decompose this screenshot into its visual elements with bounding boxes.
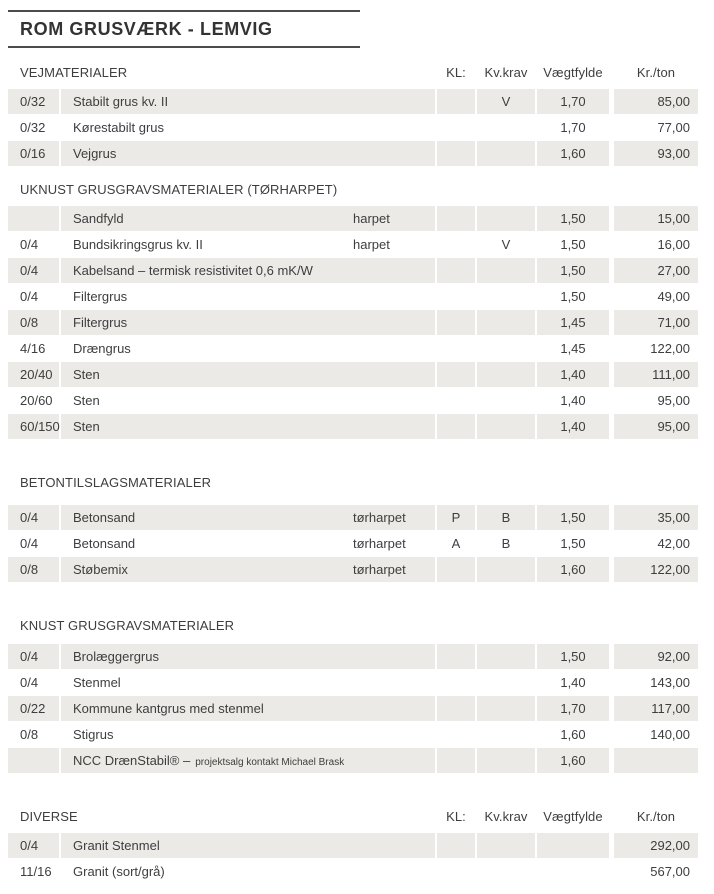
vaegtfylde-cell: 1,40 bbox=[560, 393, 586, 408]
fraction-cell: 0/22 bbox=[8, 696, 59, 721]
price-cell: 95,00 bbox=[614, 414, 698, 439]
price-cell: 122,00 bbox=[614, 557, 698, 582]
kl-cell bbox=[437, 336, 475, 361]
kl-cell bbox=[437, 859, 475, 884]
kl-cell bbox=[437, 722, 475, 747]
price-section bbox=[8, 182, 698, 439]
kvkrav-cell bbox=[477, 414, 535, 439]
table-row bbox=[8, 748, 698, 773]
description-cell bbox=[61, 258, 435, 283]
kvkrav-cell bbox=[477, 362, 535, 387]
fraction-cell: 0/4 bbox=[8, 505, 59, 530]
kl-cell bbox=[437, 748, 475, 773]
section-title: VEJMATERIALER bbox=[20, 65, 128, 80]
kvkrav-cell bbox=[477, 284, 535, 309]
price-cell: 35,00 bbox=[614, 505, 698, 530]
price-cell: 292,00 bbox=[614, 833, 698, 858]
description-cell bbox=[61, 206, 435, 231]
treatment-label: harpet bbox=[353, 237, 390, 252]
section-rows bbox=[8, 89, 698, 166]
price-section bbox=[8, 618, 698, 773]
material-name: Kabelsand – termisk resistivitet 0,6 mK/W bbox=[73, 263, 313, 278]
kl-cell bbox=[437, 310, 475, 335]
description-cell bbox=[61, 362, 435, 387]
kl-cell bbox=[437, 414, 475, 439]
kl-cell bbox=[437, 696, 475, 721]
material-name: Sandfyld bbox=[73, 211, 124, 226]
kl-cell bbox=[437, 141, 475, 166]
kvkrav-cell bbox=[477, 310, 535, 335]
fraction-cell: 0/8 bbox=[20, 727, 39, 742]
section-title: UKNUST GRUSGRAVSMATERIALER (TØRHARPET) bbox=[20, 182, 338, 197]
section-title: DIVERSE bbox=[20, 809, 78, 824]
table-row bbox=[8, 696, 698, 721]
vaegtfylde-cell bbox=[537, 833, 609, 858]
kvkrav-cell bbox=[477, 644, 535, 669]
column-header-krton: Kr./ton bbox=[636, 809, 676, 824]
vaegtfylde-cell: 1,60 bbox=[537, 141, 609, 166]
kvkrav-cell bbox=[477, 258, 535, 283]
material-name: Stabilt grus kv. II bbox=[73, 94, 169, 109]
price-cell: 143,00 bbox=[650, 675, 690, 690]
description-cell bbox=[61, 89, 435, 114]
section-header-row bbox=[8, 809, 698, 825]
section-title: KNUST GRUSGRAVSMATERIALER bbox=[20, 618, 235, 633]
kvkrav-cell: B bbox=[501, 536, 511, 551]
section-header-row bbox=[8, 182, 698, 198]
description-cell bbox=[61, 696, 435, 721]
vaegtfylde-cell: 1,70 bbox=[537, 89, 609, 114]
price-cell: 77,00 bbox=[657, 120, 690, 135]
section-rows bbox=[8, 505, 698, 582]
kvkrav-cell bbox=[477, 859, 535, 884]
kvkrav-cell: V bbox=[501, 237, 511, 252]
kl-cell bbox=[437, 670, 475, 695]
vaegtfylde-cell: 1,60 bbox=[560, 727, 586, 742]
kvkrav-cell bbox=[477, 388, 535, 413]
material-name: Kommune kantgrus med stenmel bbox=[73, 701, 264, 716]
fraction-cell bbox=[8, 748, 59, 773]
price-cell: 111,00 bbox=[614, 362, 698, 387]
treatment-label: tørharpet bbox=[353, 536, 406, 551]
table-row bbox=[8, 722, 698, 747]
price-cell: 92,00 bbox=[614, 644, 698, 669]
column-header-kl: KL: bbox=[446, 809, 466, 824]
section-header-row bbox=[8, 65, 698, 81]
fraction-cell: 20/40 bbox=[8, 362, 59, 387]
table-row bbox=[8, 833, 698, 858]
table-row bbox=[8, 310, 698, 335]
description-cell bbox=[61, 505, 435, 530]
table-row bbox=[8, 89, 698, 114]
kvkrav-cell bbox=[477, 833, 535, 858]
price-section bbox=[8, 65, 698, 166]
kvkrav-cell bbox=[477, 336, 535, 361]
description-cell bbox=[61, 141, 435, 166]
description-cell bbox=[61, 722, 435, 747]
fraction-cell: 0/4 bbox=[8, 833, 59, 858]
vaegtfylde-cell: 1,70 bbox=[537, 696, 609, 721]
fraction-cell bbox=[8, 206, 59, 231]
kvkrav-cell: V bbox=[477, 89, 535, 114]
fraction-cell: 20/60 bbox=[20, 393, 53, 408]
treatment-label: harpet bbox=[353, 211, 390, 226]
price-section bbox=[8, 475, 698, 582]
column-header-vaegtfylde: Vægtfylde bbox=[543, 809, 603, 824]
description-cell bbox=[61, 284, 435, 309]
kvkrav-cell bbox=[477, 206, 535, 231]
material-name: Støbemix bbox=[73, 562, 128, 577]
table-row bbox=[8, 670, 698, 695]
price-cell: 27,00 bbox=[614, 258, 698, 283]
material-name: Sten bbox=[73, 419, 100, 434]
price-cell: 42,00 bbox=[657, 536, 690, 551]
kl-cell bbox=[437, 115, 475, 140]
table-row bbox=[8, 362, 698, 387]
price-cell: 15,00 bbox=[614, 206, 698, 231]
fraction-cell: 0/4 bbox=[20, 237, 39, 252]
kl-cell bbox=[437, 388, 475, 413]
table-row bbox=[8, 531, 698, 556]
fraction-cell: 0/16 bbox=[8, 141, 59, 166]
treatment-label: tørharpet bbox=[353, 562, 406, 577]
kl-cell bbox=[437, 232, 475, 257]
material-name: Filtergrus bbox=[73, 315, 128, 330]
description-cell bbox=[61, 748, 435, 773]
fraction-cell: 0/32 bbox=[8, 89, 59, 114]
vaegtfylde-cell: 1,45 bbox=[560, 341, 586, 356]
material-name: Betonsand bbox=[73, 536, 136, 551]
vaegtfylde-cell: 1,50 bbox=[537, 644, 609, 669]
document-title-block bbox=[8, 10, 360, 48]
table-row bbox=[8, 388, 698, 413]
material-name: Filtergrus bbox=[73, 289, 128, 304]
vaegtfylde-cell: 1,50 bbox=[537, 206, 609, 231]
table-row bbox=[8, 284, 698, 309]
page-title: ROM GRUSVÆRK - LEMVIG bbox=[20, 19, 273, 39]
price-cell bbox=[614, 748, 698, 773]
table-row bbox=[8, 414, 698, 439]
vaegtfylde-cell bbox=[537, 859, 609, 884]
kvkrav-cell bbox=[477, 557, 535, 582]
material-name: Bundsikringsgrus kv. II bbox=[73, 237, 203, 252]
price-cell: 95,00 bbox=[657, 393, 690, 408]
vaegtfylde-cell: 1,45 bbox=[537, 310, 609, 335]
material-name: Betonsand bbox=[73, 510, 136, 525]
material-name: Kørestabilt grus bbox=[73, 120, 165, 135]
description-cell bbox=[61, 531, 435, 556]
material-name: Stigrus bbox=[73, 727, 114, 742]
price-cell: 567,00 bbox=[650, 864, 690, 879]
table-row bbox=[8, 859, 698, 884]
description-cell bbox=[61, 115, 435, 140]
section-title: BETONTILSLAGSMATERIALER bbox=[20, 475, 212, 490]
section-rows bbox=[8, 206, 698, 439]
vaegtfylde-cell: 1,40 bbox=[560, 675, 586, 690]
section-rows bbox=[8, 833, 698, 884]
kl-cell bbox=[437, 833, 475, 858]
vaegtfylde-cell: 1,70 bbox=[560, 120, 586, 135]
kvkrav-cell bbox=[477, 115, 535, 140]
kvkrav-cell bbox=[477, 696, 535, 721]
table-row bbox=[8, 141, 698, 166]
material-note: projektsalg kontakt Michael Brask bbox=[195, 757, 345, 768]
table-row bbox=[8, 232, 698, 257]
table-row bbox=[8, 336, 698, 361]
kl-cell bbox=[437, 258, 475, 283]
fraction-cell: 0/32 bbox=[20, 120, 46, 135]
kvkrav-cell bbox=[477, 748, 535, 773]
fraction-cell: 0/8 bbox=[8, 310, 59, 335]
price-section bbox=[8, 809, 698, 884]
material-name: NCC DrænStabil® – bbox=[73, 753, 191, 768]
column-header-kvkrav: Kv.krav bbox=[484, 809, 528, 824]
vaegtfylde-cell: 1,50 bbox=[560, 536, 586, 551]
price-cell: 122,00 bbox=[650, 341, 690, 356]
price-cell: 16,00 bbox=[657, 237, 690, 252]
price-table bbox=[8, 65, 698, 884]
vaegtfylde-cell: 1,50 bbox=[560, 289, 586, 304]
fraction-cell: 0/4 bbox=[8, 258, 59, 283]
vaegtfylde-cell: 1,40 bbox=[537, 362, 609, 387]
description-cell bbox=[61, 388, 435, 413]
vaegtfylde-cell: 1,50 bbox=[537, 258, 609, 283]
price-cell: 117,00 bbox=[614, 696, 698, 721]
column-header-krton: Kr./ton bbox=[636, 65, 676, 80]
kvkrav-cell bbox=[477, 670, 535, 695]
section-header-row bbox=[8, 475, 698, 491]
kl-cell bbox=[437, 284, 475, 309]
price-cell: 93,00 bbox=[614, 141, 698, 166]
kvkrav-cell bbox=[477, 141, 535, 166]
vaegtfylde-cell: 1,60 bbox=[537, 557, 609, 582]
kl-cell bbox=[437, 362, 475, 387]
column-header-vaegtfylde: Vægtfylde bbox=[543, 65, 603, 80]
fraction-cell: 0/4 bbox=[20, 675, 39, 690]
kvkrav-cell bbox=[477, 722, 535, 747]
column-header-kvkrav: Kv.krav bbox=[484, 65, 528, 80]
price-cell: 49,00 bbox=[657, 289, 690, 304]
vaegtfylde-cell: 1,40 bbox=[537, 414, 609, 439]
kl-cell bbox=[437, 206, 475, 231]
fraction-cell: 0/4 bbox=[8, 644, 59, 669]
material-name: Sten bbox=[73, 393, 100, 408]
price-cell: 71,00 bbox=[614, 310, 698, 335]
kl-cell bbox=[437, 644, 475, 669]
table-row bbox=[8, 115, 698, 140]
table-row bbox=[8, 505, 698, 530]
price-cell: 85,00 bbox=[614, 89, 698, 114]
description-cell bbox=[61, 557, 435, 582]
description-cell bbox=[61, 833, 435, 858]
kl-cell bbox=[437, 89, 475, 114]
price-cell: 140,00 bbox=[650, 727, 690, 742]
fraction-cell: 4/16 bbox=[20, 341, 46, 356]
kl-cell: P bbox=[437, 505, 475, 530]
vaegtfylde-cell: 1,50 bbox=[537, 505, 609, 530]
material-name: Granit Stenmel bbox=[73, 838, 160, 853]
material-name: Drængrus bbox=[73, 341, 131, 356]
column-header-kl: KL: bbox=[446, 65, 466, 80]
table-row bbox=[8, 557, 698, 582]
treatment-label: tørharpet bbox=[353, 510, 406, 525]
kl-cell bbox=[437, 557, 475, 582]
material-name: Stenmel bbox=[73, 675, 121, 690]
fraction-cell: 0/8 bbox=[8, 557, 59, 582]
vaegtfylde-cell: 1,60 bbox=[537, 748, 609, 773]
kvkrav-cell: B bbox=[477, 505, 535, 530]
material-name: Brolæggergrus bbox=[73, 649, 159, 664]
description-cell bbox=[61, 644, 435, 669]
description-cell bbox=[61, 336, 435, 361]
material-name: Sten bbox=[73, 367, 100, 382]
description-cell bbox=[61, 859, 435, 884]
description-cell bbox=[61, 232, 435, 257]
table-row bbox=[8, 258, 698, 283]
description-cell bbox=[61, 414, 435, 439]
description-cell bbox=[61, 310, 435, 335]
fraction-cell: 60/150 bbox=[8, 414, 59, 439]
material-name: Granit (sort/grå) bbox=[73, 864, 165, 879]
description-cell bbox=[61, 670, 435, 695]
fraction-cell: 0/4 bbox=[20, 536, 39, 551]
fraction-cell: 11/16 bbox=[20, 864, 52, 879]
kl-cell: A bbox=[451, 536, 461, 551]
table-row bbox=[8, 644, 698, 669]
table-row bbox=[8, 206, 698, 231]
section-header-row bbox=[8, 618, 698, 634]
fraction-cell: 0/4 bbox=[20, 289, 39, 304]
vaegtfylde-cell: 1,50 bbox=[560, 237, 586, 252]
material-name: Vejgrus bbox=[73, 146, 117, 161]
section-rows bbox=[8, 644, 698, 773]
